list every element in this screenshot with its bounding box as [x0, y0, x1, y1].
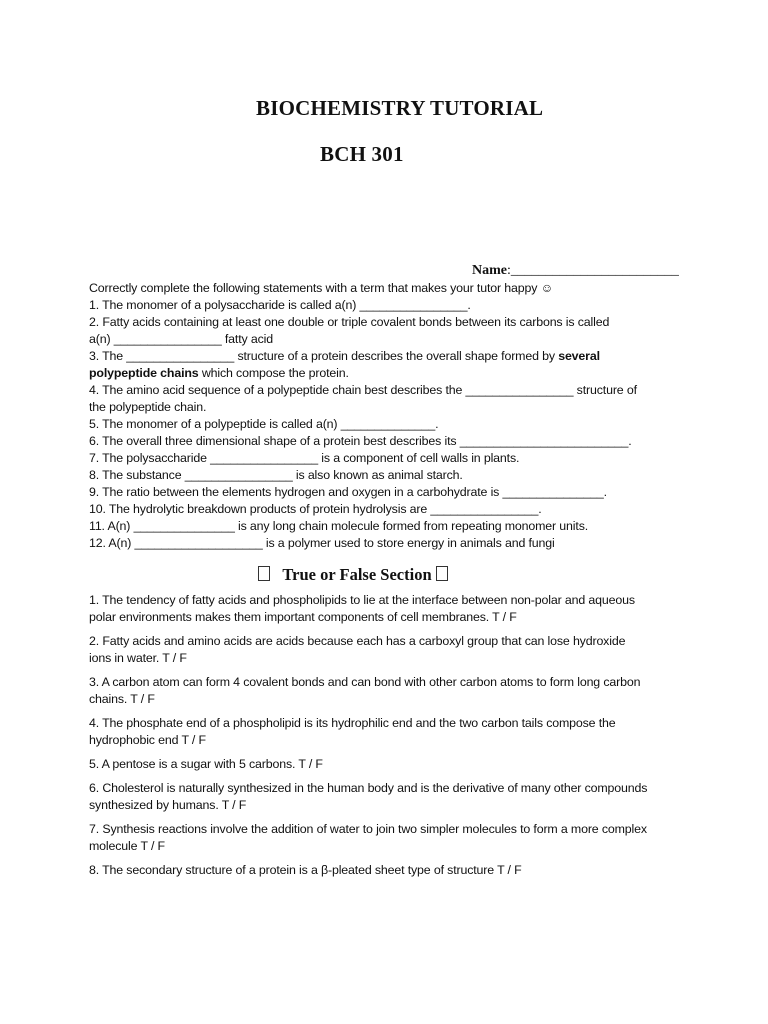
question-2-line-1: 2. Fatty acids containing at least one double or triple covalent bonds between its carbons is called — [89, 315, 610, 329]
true-false-section — [89, 592, 649, 886]
tf-question-7: 7. Synthesis reactions involve the addition of water to join two simpler molecules to form a more complex molecule T / F — [89, 822, 647, 853]
name-blank: :________________________ — [507, 263, 679, 278]
question-7: 7. The polysaccharide ________________ is a component of cell walls in plants. — [89, 451, 520, 465]
question-6: 6. The overall three dimensional shape of a protein best describes its _________________________. — [89, 434, 632, 448]
question-1: 1. The monomer of a polysaccharide is called a(n) ________________. — [89, 298, 471, 312]
box-glyph-icon — [258, 566, 270, 581]
question-10: 10. The hydrolytic breakdown products of protein hydrolysis are ________________. — [89, 502, 542, 516]
question-3-text-b: which compose the protein. — [198, 366, 349, 380]
question-3-text-a: 3. The ________________ structure of a protein describes the overall shape formed by — [89, 349, 559, 363]
tf-question-2: 2. Fatty acids and amino acids are acids because each has a carboxyl group that can lose hydroxide ions in water. T / F — [89, 634, 626, 665]
question-5: 5. The monomer of a polypeptide is called a(n) ______________. — [89, 417, 439, 431]
box-glyph-icon — [436, 566, 448, 581]
question-3-bold-chains: polypeptide chains — [89, 366, 199, 380]
question-11: 11. A(n) _______________ is any long chain molecule formed from repeating monomer units. — [89, 519, 589, 533]
question-4-line-1: 4. The amino acid sequence of a polypeptide chain best describes the ________________ structure of — [89, 383, 637, 397]
tf-question-8: 8. The secondary structure of a protein is a β-pleated sheet type of structure T / F — [89, 863, 522, 877]
fill-in-section — [89, 280, 649, 552]
question-8: 8. The substance ________________ is also known as animal starch. — [89, 468, 463, 482]
tf-question-5: 5. A pentose is a sugar with 5 carbons. T / F — [89, 757, 323, 771]
tf-question-1: 1. The tendency of fatty acids and phospholipids to lie at the interface between non-polar and aqueous polar environments makes them important components of cell membranes. T / F — [89, 593, 635, 624]
question-3-bold-several: several — [558, 349, 600, 363]
name-field-line — [472, 263, 679, 279]
question-9: 9. The ratio between the elements hydrogen and oxygen in a carbohydrate is _______________. — [89, 485, 607, 499]
course-code: BCH 301 — [320, 142, 404, 166]
question-4-line-2: the polypeptide chain. — [89, 400, 207, 414]
question-3 — [89, 348, 649, 382]
instructions: Correctly complete the following statements with a term that makes your tutor happy ☺ — [89, 281, 554, 295]
tf-question-6: 6. Cholesterol is naturally synthesized in the human body and is the derivative of many other compounds synthesized by humans. T / F — [89, 781, 648, 812]
true-false-heading-text: True or False Section — [282, 565, 432, 584]
true-false-heading — [258, 565, 448, 585]
tf-question-4: 4. The phosphate end of a phospholipid is its hydrophilic end and the two carbon tails compose the hydrophobic end T / F — [89, 716, 616, 747]
document-title: BIOCHEMISTRY TUTORIAL — [256, 96, 544, 120]
question-2-line-2: a(n) ________________ fatty acid — [89, 332, 273, 346]
question-12: 12. A(n) ___________________ is a polymer used to store energy in animals and fungi — [89, 536, 555, 550]
tf-question-3: 3. A carbon atom can form 4 covalent bonds and can bond with other carbon atoms to form long carbon chains. T / F — [89, 675, 641, 706]
name-label: Name — [472, 263, 507, 278]
